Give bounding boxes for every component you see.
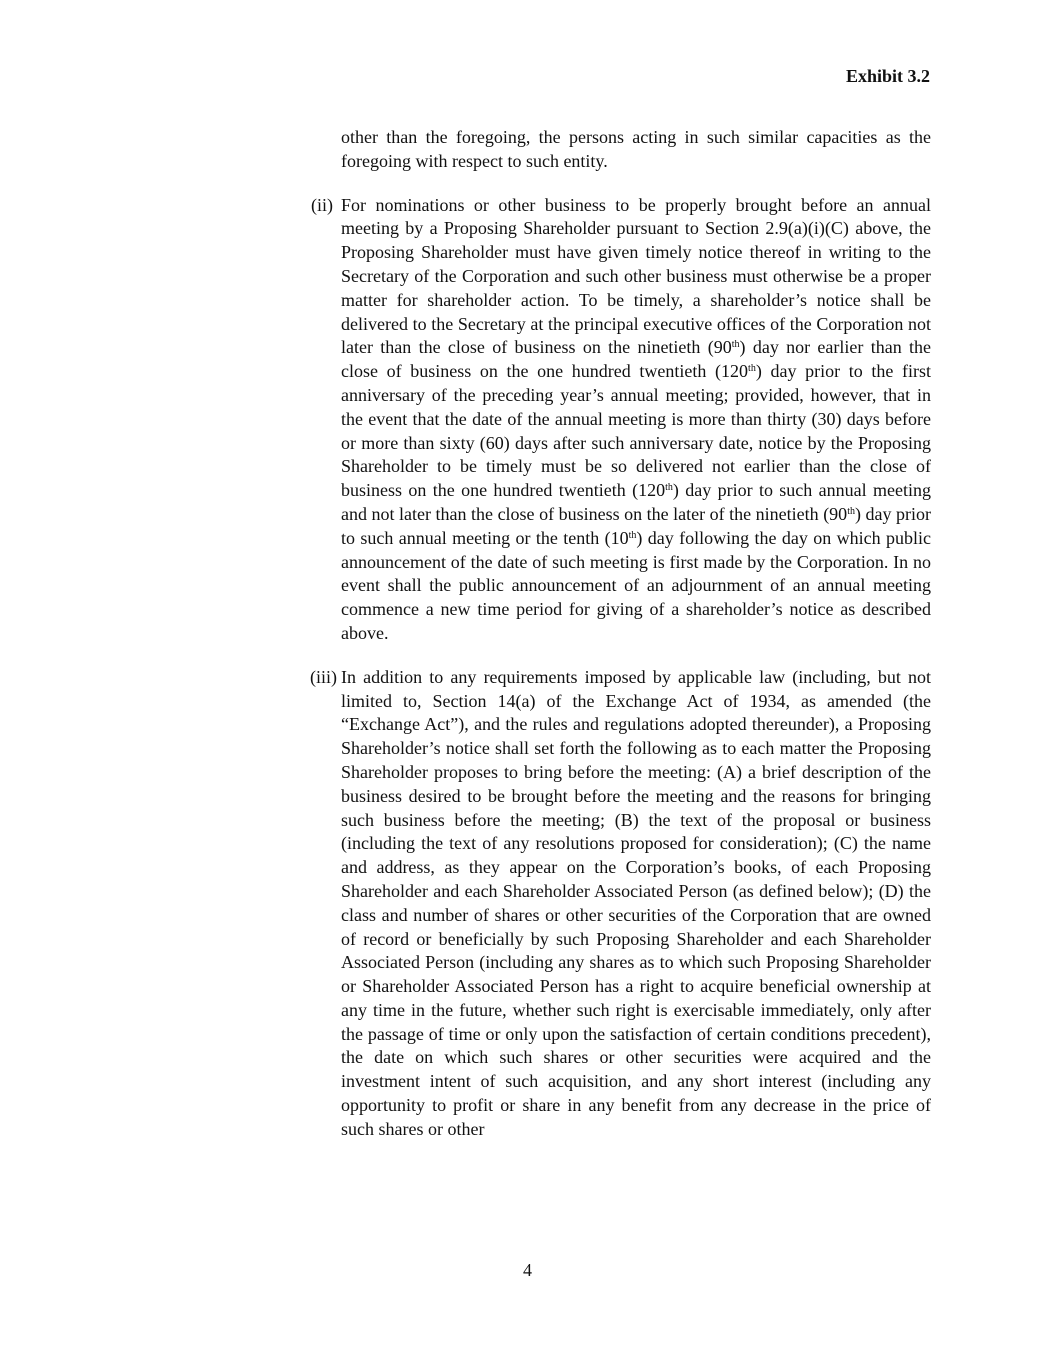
ordinal-suffix: th	[748, 363, 756, 375]
paragraph-ii-text-3: ) day prior to the first anniversary of the preceding year’s annual meeting; provided, however, that in the event that the date of the annual meeting is more than thirty (30) days before or more than sixty (60) days after such anniversary date, notice by the Proposing Shareholder to be timely must be so delivered not earlier than the close of business on the one hundred twentieth (120	[341, 361, 931, 501]
paragraph-label-ii: (ii)	[311, 194, 333, 215]
continuation-text: other than the foregoing, the persons acting in such similar capacities as the foregoing with respect to such entity.	[341, 127, 931, 171]
paragraph-iii	[310, 666, 931, 1142]
paragraph-ii	[311, 194, 931, 646]
ordinal-suffix: th	[731, 339, 740, 351]
ordinal-suffix: th	[665, 482, 673, 494]
paragraph-ii-text-2: ) day nor earlier than the close of business on the one hundred twentieth (120	[341, 337, 931, 382]
paragraph-iii-text: In addition to any requirements imposed by applicable law (including, but not limited to, Section 14(a) of the Exchange Act of 1934, as amended (the “Exchange Act”), and the rules and regulations adopted thereunder), a Proposing Shareholder’s notice shall set forth the following as to each matter the Proposing Shareholder proposes to bring before the meeting: (A) a brief description of the business desired to be brought before the meeting and the reasons for bringing such business before the meeting; (B) the text of the proposal or business (including the text of any resolutions proposed for consideration); (C) the name and address, as they appear on the Corporation’s books, of each Proposing Shareholder and each Shareholder Associated Person (as defined below); (D) the class and number of shares or other securities of the Corporation that are owned of record or beneficially by such Proposing Shareholder and each Shareholder Associated Person (including any shares as to which such Proposing Shareholder or Shareholder Associated Person has a right to acquire beneficial ownership at any time in the future, whether such right is exercisable immediately, only after the passage of time or only upon the satisfaction of certain conditions precedent), the date on which such shares or other securities were acquired and the investment intent of such acquisition, and any short interest (including any opportunity to profit or share in any benefit from any decrease in the price of such shares or other	[341, 666, 931, 1139]
page-number: 4	[523, 1260, 532, 1280]
document-body	[310, 126, 931, 1162]
ordinal-suffix: th	[847, 505, 855, 517]
paragraph-continuation	[341, 126, 931, 174]
ordinal-suffix: th	[628, 529, 637, 541]
paragraph-ii-text-6: ) day following the day on which public announcement of the date of such meeting is first made by the Corporation. In no event shall the public announcement of an adjournment of an annual meeting commence a new time period for giving of a shareholder’s notice as described above.	[341, 527, 931, 643]
exhibit-label: Exhibit 3.2	[845, 66, 930, 86]
paragraph-ii-text-5: ) day prior to such annual meeting or the tenth (10	[341, 503, 931, 548]
paragraph-label-iii: (iii)	[310, 666, 337, 687]
paragraph-ii-text-1: For nominations or other business to be properly brought before an annual meeting by a Proposing Shareholder pursuant to Section 2.9(a)(i)(C) above, the Proposing Shareholder must have given timely notice thereof in writing to the Secretary of the Corporation and such other business must otherwise be a proper matter for shareholder action. To be timely, a shareholder’s notice shall be delivered to the Secretary at the principal executive offices of the Corporation not later than the close of business on the ninetieth (90	[341, 194, 931, 358]
paragraph-ii-text-4: ) day prior to such annual meeting and not later than the close of business on the later of the ninetieth (90	[341, 480, 931, 524]
